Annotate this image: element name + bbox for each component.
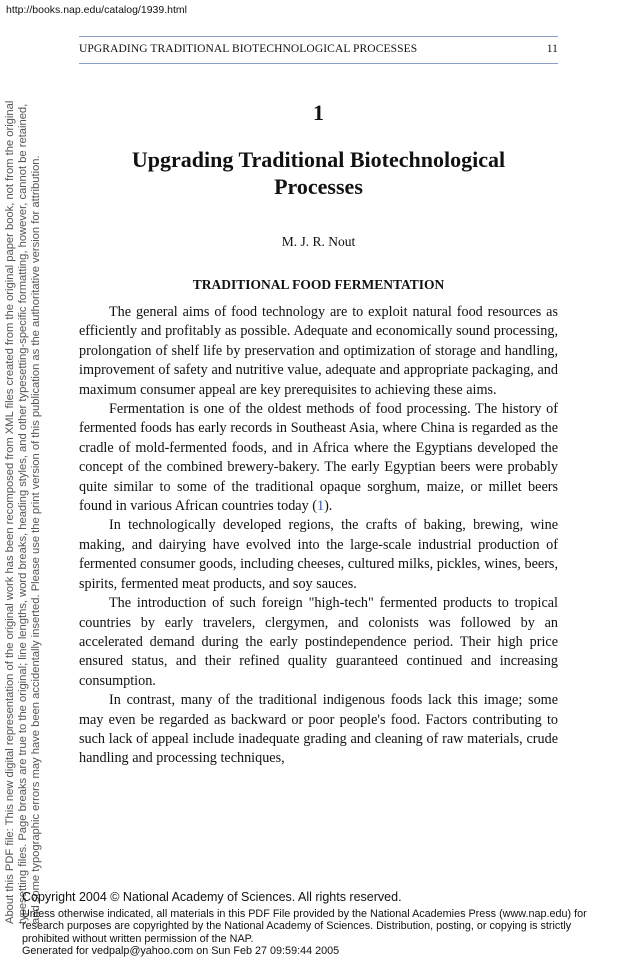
paragraph-2-end: ).: [324, 498, 333, 515]
disclaimer-line-3: and some typographic errors may have been accidentally inserted. Please use the print version of this publication as the authoritative version for attribution.: [30, 155, 42, 924]
usage-rights-notice: Unless otherwise indicated, all materials in this PDF File provided by the National Academies Press (www.nap.edu) for research purposes are copyrighted by the National Academy of Sciences. Distribution, posting, or copying is strictly prohibited without written permission of the NAP.: [22, 908, 587, 945]
disclaimer-line-2: typesetting files. Page breaks are true to the original; line lengths, word breaks, heading styles, and other typesetting-specific formatting, however, cannot be retained,: [17, 103, 29, 924]
paragraph-1: The general aims of food technology are to exploit natural food resources as efficiently and profitably as possible. Adequate and economically sound processing, prolongation of shelf life by preservation and optimization of storage and handling, improvement of safety and nutritive value, adequate and appropriate packaging, and maximum consumer appeal are key prerequisites to achieving these aims.: [79, 304, 558, 398]
paragraph-2-text: Fermentation is one of the oldest methods of food processing. The history of fermented foods has early records in Southeast Asia, where China is regarded as the cradle of mold-fermented foods, and in Africa where the Egyptians developed the concept of the combined brewery-bakery. The early Egyptian beers were probably quite similar to some of the traditional opaque sorghum, maize, or millet beers found in various African countries today (: [79, 401, 558, 515]
running-header-title: UPGRADING TRADITIONAL BIOTECHNOLOGICAL PROCESSES: [79, 43, 418, 55]
paragraph-3: In technologically developed regions, the crafts of baking, brewing, wine making, and dairying have evolved into the large-scale industrial production of fermented consumer goods, including cheeses, cultured milks, pickles, wines, beers, spirits, fermented meat products, and soy sauces.: [79, 517, 558, 592]
page-footer: [22, 890, 618, 957]
pdf-disclaimer-note: [4, 44, 43, 924]
reference-link-1[interactable]: 1: [316, 498, 325, 515]
chapter-title: [79, 146, 558, 200]
paragraph-5: In contrast, many of the traditional indigenous foods lack this image; some may even be regarded as backward or poor people's food. Factors contributing to such lack of appeal include inadequate grading and cleaning of raw materials, crude handling and processing techniques,: [79, 692, 558, 767]
body-text: [79, 303, 558, 769]
paragraph-2: [79, 400, 558, 516]
generated-for-notice: Generated for vedpalp@yahoo.com on Sun Feb 27 09:59:44 2005: [22, 944, 340, 957]
disclaimer-line-1: About this PDF file: This new digital representation of the original work has been recomposed from XML files created from the original paper book, not from the original: [4, 100, 16, 924]
source-url[interactable]: http://books.nap.edu/catalog/1939.html: [6, 4, 187, 16]
chapter-title-line-2: Processes: [274, 174, 363, 199]
chapter-number: 1: [313, 100, 324, 125]
chapter-title-line-1: Upgrading Traditional Biotechnological: [131, 147, 506, 172]
section-heading: TRADITIONAL FOOD FERMENTATION: [192, 277, 445, 292]
copyright-notice: Copyright 2004 © National Academy of Sciences. All rights reserved.: [22, 890, 402, 904]
author-name: M. J. R. Nout: [281, 234, 356, 249]
running-header: [79, 36, 558, 64]
paragraph-4: The introduction of such foreign "high-tech" fermented products to tropical countries by early travelers, clergymen, and colonists was followed by an accelerated demand during the early postindependence period. Their high price ensured status, and their refined quality guaranteed continued and increasing consumption.: [79, 595, 558, 689]
page-number: 11: [546, 43, 558, 55]
